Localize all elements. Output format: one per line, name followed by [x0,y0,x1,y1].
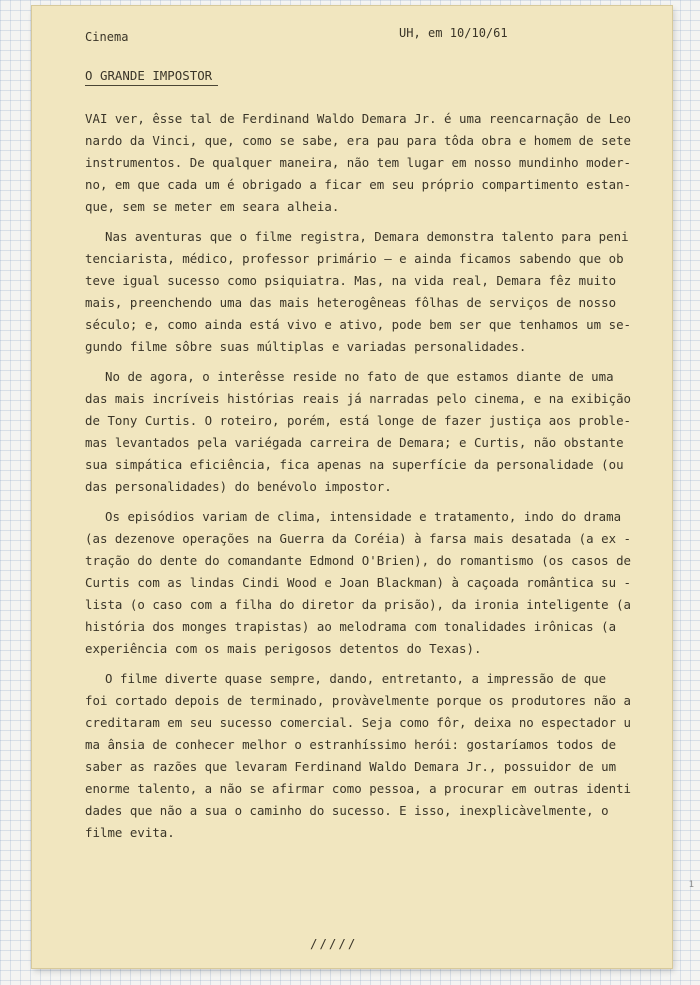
body-line: de Tony Curtis. O roteiro, porém, está longe de fazer justiça aos proble- [85,413,632,428]
body-line: tração do dente do comandante Edmond O'Brien), do romantismo (os casos de [85,553,632,568]
body-line: sua simpática eficiência, fica apenas na superfície da personalidade (ou [85,457,624,472]
body-line: que, sem se meter em seara alheia. [85,199,340,214]
body-line: Nas aventuras que o filme registra, Demara demonstra talento para peni [105,229,629,244]
body-line: nardo da Vinci, que, como se sabe, era pau para tôda obra e homem de sete [85,133,632,148]
body-line: experiência com os mais perigosos detentos do Texas). [85,641,482,656]
body-line: das personalidades) do benévolo impostor. [85,479,392,494]
body-line: saber as razões que levaram Ferdinand Waldo Demara Jr., possuidor de um [85,759,617,774]
end-mark: ///// [310,936,358,951]
body-line: no, em que cada um é obrigado a ficar em seu próprio compartimento estan- [85,177,632,192]
body-line: tenciarista, médico, professor primário — e ainda ficamos sabendo que ob [85,251,624,266]
body-line: Os episódios variam de clima, intensidade e tratamento, indo do drama [105,509,622,524]
body-line: enorme talento, a não se afirmar como pessoa, a procurar em outras identi [85,781,632,796]
body-line: das mais incríveis histórias reais já narradas pelo cinema, e na exibição [85,391,632,406]
body-line: ma ânsia de conhecer melhor o estranhíssimo herói: gostaríamos todos de [85,737,617,752]
title-underline [85,85,218,86]
body-line: Curtis com as lindas Cindi Wood e Joan Blackman) à caçoada romântica su - [85,575,632,590]
body-line: história dos monges trapistas) ao melodrama com tonalidades irônicas (a [85,619,617,634]
body-line: filme evita. [85,825,175,840]
body-line: (as dezenove operações na Guerra da Coréia) à farsa mais desatada (a ex - [85,531,632,546]
article-title: O GRANDE IMPOSTOR [85,68,213,83]
body-line: século; e, como ainda está vivo e ativo, pode bem ser que tenhamos um se- [85,317,632,332]
body-line: VAI ver, êsse tal de Ferdinand Waldo Demara Jr. é uma reencarnação de Leo [85,111,632,126]
body-line: instrumentos. De qualquer maneira, não tem lugar em nosso mundinho moder- [85,155,632,170]
body-line: teve igual sucesso como psiquiatra. Mas, na vida real, Demara fêz muito [85,273,617,288]
body-line: creditaram em seu sucesso comercial. Seja como fôr, deixa no espectador u [85,715,632,730]
body-line: lista (o caso com a filha do diretor da prisão), da ironia inteligente (a [85,597,632,612]
typewritten-page [32,6,672,968]
body-line: dades que não a sua o caminho do sucesso. E isso, inexplicàvelmente, o [85,803,609,818]
body-line: gundo filme sôbre suas múltiplas e variadas personalidades. [85,339,527,354]
section-label: Cinema [85,30,129,44]
body-line: foi cortado depois de terminado, provàvelmente porque os produtores não a [85,693,632,708]
body-line: No de agora, o interêsse reside no fato de que estamos diante de uma [105,369,614,384]
margin-mark: 1 [688,880,694,890]
body-line: O filme diverte quase sempre, dando, entretanto, a impressão de que [105,671,607,686]
body-line: mas levantados pela variégada carreira de Demara; e Curtis, não obstante [85,435,624,450]
body-line: mais, preenchendo uma das mais heterogêneas fôlhas de serviços de nosso [85,295,617,310]
newspaper-date: UH, em 10/10/61 [399,26,508,40]
